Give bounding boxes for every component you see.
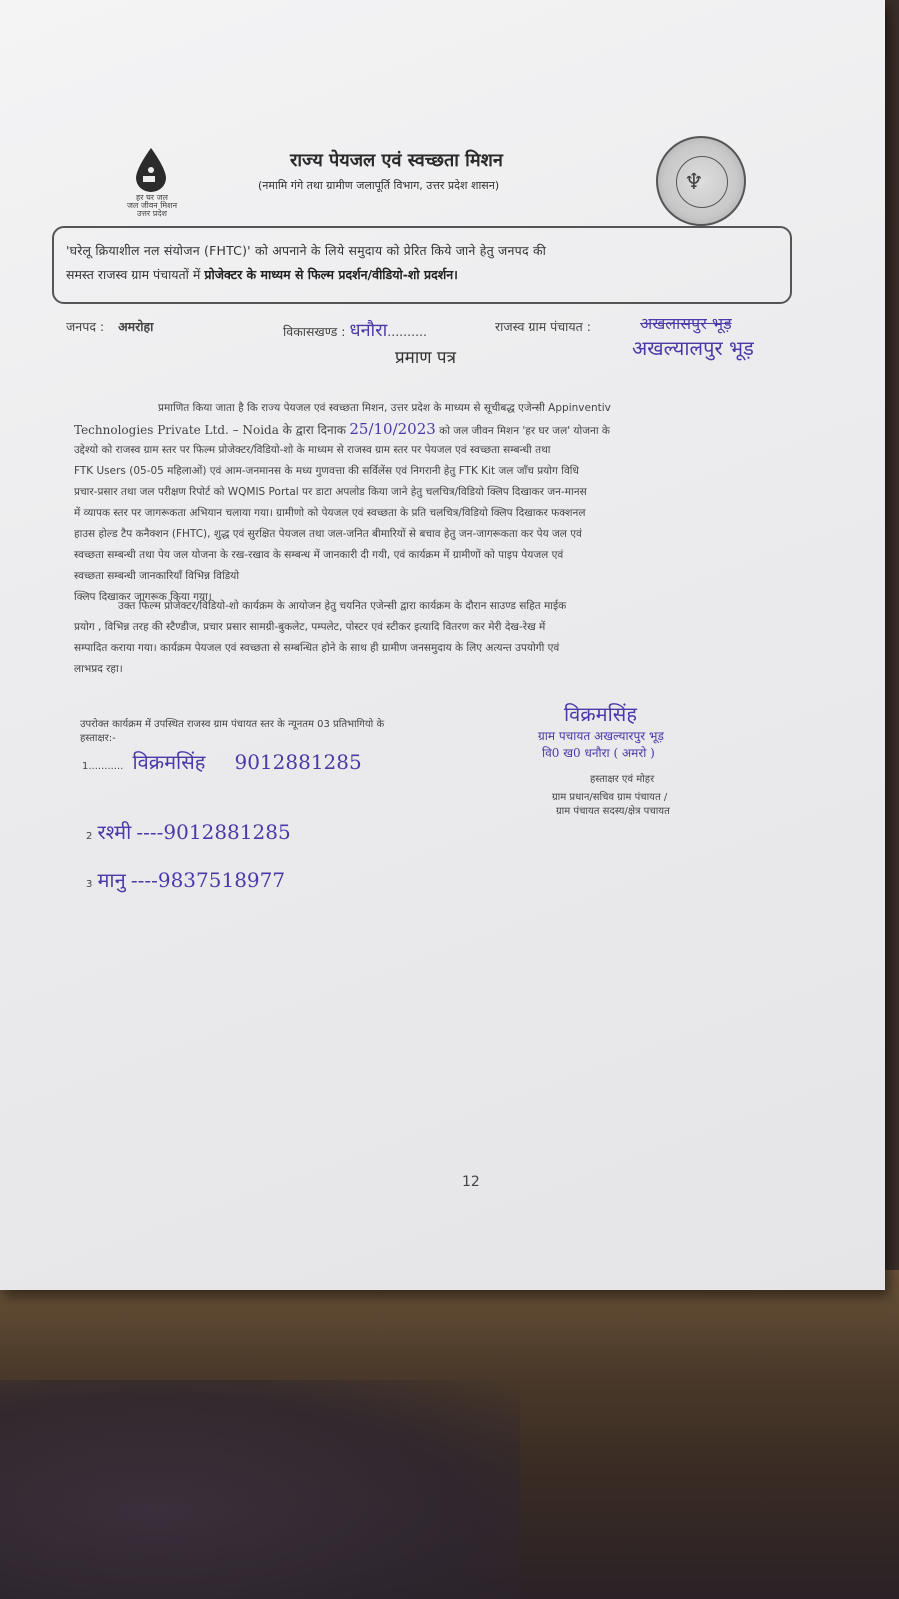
- page-number: 12: [462, 1174, 480, 1190]
- body-p1-rest: [74, 440, 844, 608]
- participant-row-1: [82, 748, 362, 775]
- body-line: स्वच्छता सम्बन्धी तथा पेय जल योजना के रख-रखाव के सम्बन्ध में जानकारी दी गयी, एवं कार्यक्रम में ग्रामीणों को पाइप पेयजल एवं: [74, 549, 564, 561]
- program-banner: [52, 226, 792, 304]
- participant-dots: ...........: [88, 761, 124, 772]
- body-line: क्लिप दिखाकर जागरूक किया गया।: [74, 591, 212, 603]
- participant-signature: विक्रमसिंह: [132, 750, 206, 774]
- banner-line-2-bold: प्रोजेक्टर के माध्यम से फिल्म प्रदर्शन/वीडियो-शो प्रदर्शन।: [204, 267, 458, 282]
- body-line: लाभप्रद रहा।: [74, 663, 123, 675]
- district-value: अमरोहा: [118, 319, 154, 334]
- participant-signature: मानु: [97, 868, 126, 892]
- body-line: स्वच्छता सम्बन्धी जानकारियाँ विभिन्न विडियो: [74, 570, 240, 582]
- signatory-stamp-line-2: वि0 ख0 धनौरा ( अमरो ): [542, 746, 655, 760]
- agency-name: Technologies Private Ltd. – Noida के द्वारा दिनाक: [74, 423, 347, 437]
- body-line: प्रचार-प्रसार तथा जल परीक्षण रिपोर्ट को WQMIS Portal पर डाटा अपलोड किया जाने हेतु चलचित्र/विडियो क्लिप दिखाकर जन-मानस: [74, 486, 587, 498]
- body-p2: [74, 596, 844, 680]
- participants-intro-line-2: हस्ताक्षर:-: [80, 733, 116, 744]
- table-shadow: [0, 1380, 520, 1599]
- participant-phone: ----9012881285: [136, 820, 291, 844]
- mission-title: राज्य पेयजल एवं स्वच्छता मिशन: [290, 150, 503, 171]
- body-line: में व्यापक स्तर पर जागरूकता अभियान चलाया गया। ग्रामीणो को पेयजल एवं स्वच्छता के प्रति चलचित्र/विडियो क्लिप दिखाकर फक्शनल: [74, 507, 586, 519]
- logo-caption-2: जल जीवन मिशन: [126, 201, 178, 210]
- participant-signature: रश्मी: [97, 820, 132, 844]
- har-ghar-jal-logo: [112, 148, 192, 220]
- participant-phone: 9012881285: [234, 750, 362, 774]
- body-p1-line-2: [74, 419, 844, 442]
- banner-line-1: 'घरेलू क्रियाशील नल संयोजन (FHTC)' को अपनाने के लिये समुदाय को प्रेरित किये जाने हेतु जनपद की: [66, 243, 547, 258]
- body-p1-line-1: प्रमाणित किया जाता है कि राज्य पेयजल एवं स्वच्छता मिशन, उत्तर प्रदेश के माध्यम से सूचीबद्ध एजेन्सी Appinventiv: [158, 402, 611, 414]
- participant-number: 3: [86, 879, 93, 890]
- sign-and-seal-label: हस्ताक्षर एवं मोहर: [590, 774, 655, 785]
- participants-intro-line-1: उपरोक्त कार्यक्रम में उपस्थित राजस्व ग्राम पंचायत स्तर के न्यूनतम 03 प्रतिभागियो के: [80, 719, 385, 730]
- body-line: हाउस होल्ड टैप कनैक्शन (FHTC), शुद्ध एवं सुरक्षित पेयजल तथा जल-जनित बीमारियों से बचाव हेतु जन-जागरूकता कर पेय जल एवं: [74, 528, 582, 540]
- participant-number: 1: [82, 761, 89, 772]
- district-field: [66, 318, 153, 335]
- block-label: विकासखण्ड :: [283, 324, 346, 339]
- body-line: उक्त फिल्म प्रोजेक्टर/विडियो-शो कार्यक्रम के आयोजन हेतु चयनित एजेन्सी द्वारा कार्यक्रम के दौरान साउण्ड सहित माईक: [118, 600, 567, 612]
- up-government-seal: [656, 136, 746, 226]
- signatory-stamp-line-1: ग्राम पचायत अखल्यारपुर भूड़: [538, 729, 664, 743]
- participant-phone: ----9837518977: [130, 868, 286, 892]
- water-drop-icon: [134, 148, 168, 192]
- signatory-role-1: ग्राम प्रधान/सचिव ग्राम पंचायत /: [552, 792, 668, 803]
- banner-line-2-prefix: समस्त राजस्व ग्राम पंचायतों में: [66, 267, 205, 282]
- panchayat-label: राजस्व ग्राम पंचायत :: [495, 319, 591, 334]
- body-p1-line-2-rest: को जल जीवन मिशन 'हर घर जल' योजना के: [439, 425, 610, 437]
- banner-line-2: [66, 266, 778, 283]
- logo-caption-1: हर घर जल: [136, 193, 168, 202]
- body-line: प्रयोग , विभिन्न तरह की स्टैण्डीज, प्रचार प्रसार सामग्री-बुकलेट, पम्पलेट, पोस्टर एवं स्टीकर इत्यादि वितरण कर मेरी देख-रेख में: [74, 621, 546, 633]
- logo-caption-3: उत्तर प्रदेश: [137, 209, 167, 218]
- body-line: उद्देश्यो को राजस्व ग्राम स्तर पर फिल्म प्रोजेक्टर/विडियो-शो के माध्यम से राजस्व ग्राम स्तर पर पेयजल एवं स्वच्छता सम्बन्धी तथा: [74, 444, 551, 456]
- fish-emblem-icon: ♆: [684, 170, 704, 195]
- signatory-role-2: ग्राम पंचायत सदस्य/क्षेत्र पचायत: [556, 806, 670, 817]
- block-field: [283, 318, 427, 342]
- block-value: धनौरा: [349, 320, 388, 341]
- panchayat-value: अखल्यालपुर भूड़: [632, 336, 754, 360]
- certificate-title: प्रमाण पत्र: [395, 348, 456, 368]
- signatory-block: [520, 700, 780, 817]
- program-date: 25/10/2023: [349, 420, 436, 438]
- participants-intro: [80, 716, 520, 744]
- panchayat-struck-value: अखलासपुर भूड़: [640, 314, 732, 333]
- body-line: FTK Users (05-05 महिलाओं) एवं आम-जनमानस के मध्य गुणवत्ता की सर्विलेंस एवं निगरानी हेतु FTK Kit जल जाँच प्रयोग विधि: [74, 465, 579, 477]
- signatory-signature: विक्रमसिंह: [564, 702, 637, 726]
- mission-subtitle: (नमामि गंगे तथा ग्रामीण जलापूर्ति विभाग, उत्तर प्रदेश शासन): [258, 179, 500, 192]
- participant-number: 2: [86, 831, 93, 842]
- district-label: जनपद :: [66, 319, 105, 334]
- participant-row-3: [86, 866, 285, 893]
- body-line: सम्पादित कराया गया। कार्यक्रम पेयजल एवं स्वच्छता से सम्बन्धित होने के साथ ही ग्रामीण जनसमुदाय के लिए अत्यन्त उपयोगी एवं: [74, 642, 560, 654]
- participant-row-2: [86, 818, 291, 845]
- block-dots: ..........: [387, 324, 427, 339]
